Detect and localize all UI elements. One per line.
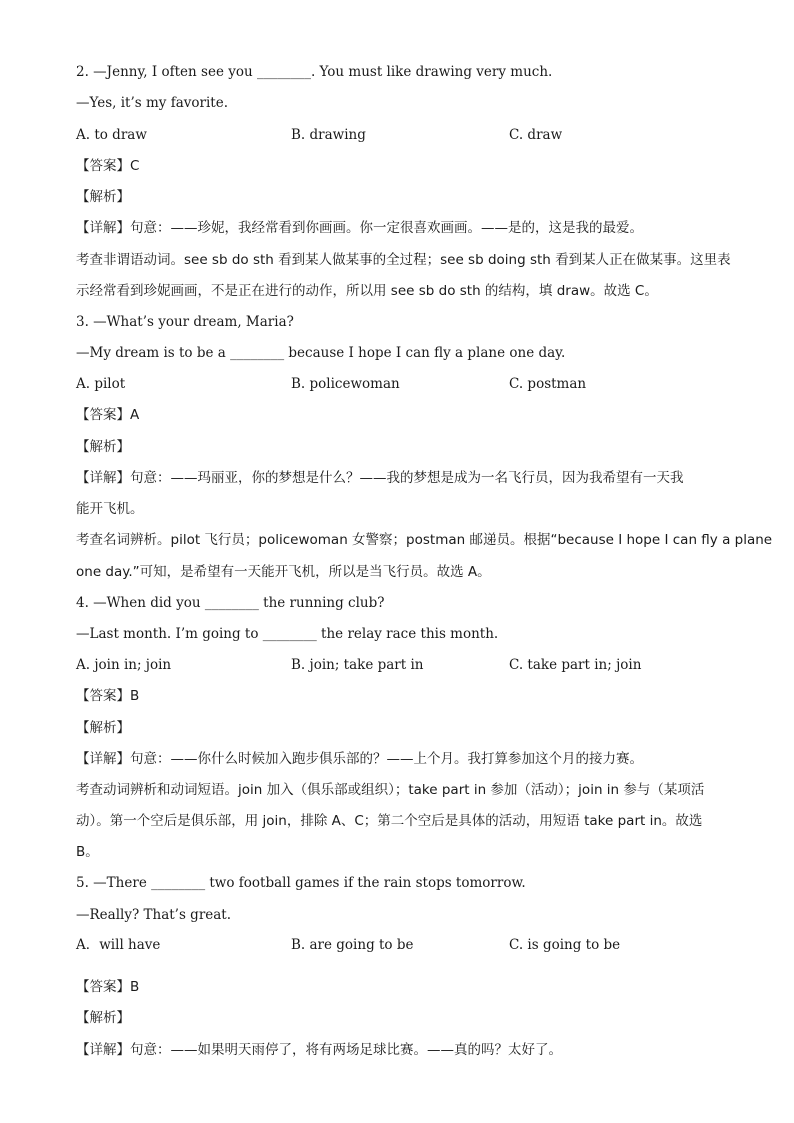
question-4-detail-line: B。: [76, 844, 99, 860]
question-4-analysis: 【解析】: [76, 720, 130, 736]
question-5-option-b: B. are going to be: [291, 937, 414, 953]
question-4-stem: 4. —When did you ________ the running club?: [76, 595, 385, 611]
question-2-option-c: C. draw: [509, 127, 563, 143]
question-3-detail-line: one day.”可知，是希望有一天能开飞机，所以是当飞行员。故选 A。: [76, 564, 491, 580]
question-2-option-a: A. to draw: [76, 127, 147, 143]
question-4-detail-line: 考查动词辨析和动词短语。join 加入（俱乐部或组织）；take part in 参加（活动）；join in 参与（某项活: [76, 782, 705, 798]
question-3-answer: 【答案】A: [76, 407, 140, 423]
question-4-detail-line: 动）。第一个空后是俱乐部，用 join，排除 A、C；第二个空后是具体的活动，用短语 take part in。故选: [76, 813, 703, 829]
question-5-option-c: C. is going to be: [509, 937, 621, 953]
question-3-reply: —My dream is to be a ________ because I hope I can fly a plane one day.: [76, 345, 566, 361]
question-2-option-b: B. drawing: [291, 127, 366, 143]
question-2-stem: 2. —Jenny, I often see you ________. You must like drawing very much.: [76, 64, 553, 80]
question-5-stem: 5. —There ________ two football games if the rain stops tomorrow.: [76, 875, 526, 891]
question-3-option-b: B. policewoman: [291, 376, 400, 392]
question-4-option-a: A. join in; join: [76, 657, 172, 673]
question-5-detail-line: 【详解】句意：——如果明天雨停了，将有两场足球比赛。——真的吗？太好了。: [76, 1042, 562, 1058]
question-3-option-c: C. postman: [509, 376, 587, 392]
question-2-reply: —Yes, it’s my favorite.: [76, 95, 228, 111]
question-5-analysis: 【解析】: [76, 1010, 130, 1026]
question-4-option-c: C. take part in; join: [509, 657, 642, 673]
question-3-detail-line: 考查名词辨析。pilot 飞行员；policewoman 女警察；postman 邮递员。根据“because I hope I can fly a plane: [76, 532, 773, 548]
question-4-reply: —Last month. I’m going to ________ the relay race this month.: [76, 626, 499, 642]
question-5-option-a: A．will have: [76, 937, 161, 953]
question-5-answer: 【答案】B: [76, 979, 140, 995]
question-3-detail-line: 能开飞机。: [76, 501, 144, 517]
question-4-answer: 【答案】B: [76, 688, 140, 704]
question-4-detail-line: 【详解】句意：——你什么时候加入跑步俱乐部的？——上个月。我打算参加这个月的接力赛。: [76, 751, 643, 767]
question-3-option-a: A. pilot: [76, 376, 126, 392]
question-5-reply: —Really? That’s great.: [76, 907, 232, 923]
question-2-detail-line: 考查非谓语动词。see sb do sth 看到某人做某事的全过程；see sb doing sth 看到某人正在做某事。这里表: [76, 252, 731, 268]
question-3-detail-line: 【详解】句意：——玛丽亚，你的梦想是什么？——我的梦想是成为一名飞行员，因为我希望有一天我: [76, 470, 684, 486]
question-4-option-b: B. join; take part in: [291, 657, 424, 673]
question-2-analysis: 【解析】: [76, 189, 130, 205]
question-2-detail-line: 示经常看到珍妮画画，不是正在进行的动作，所以用 see sb do sth 的结构，填 draw。故选 C。: [76, 283, 658, 299]
question-3-stem: 3. —What’s your dream, Maria?: [76, 314, 294, 330]
question-2-detail-line: 【详解】句意：——珍妮，我经常看到你画画。你一定很喜欢画画。——是的，这是我的最爱。: [76, 220, 643, 236]
question-2-answer: 【答案】C: [76, 158, 140, 174]
question-3-analysis: 【解析】: [76, 439, 130, 455]
